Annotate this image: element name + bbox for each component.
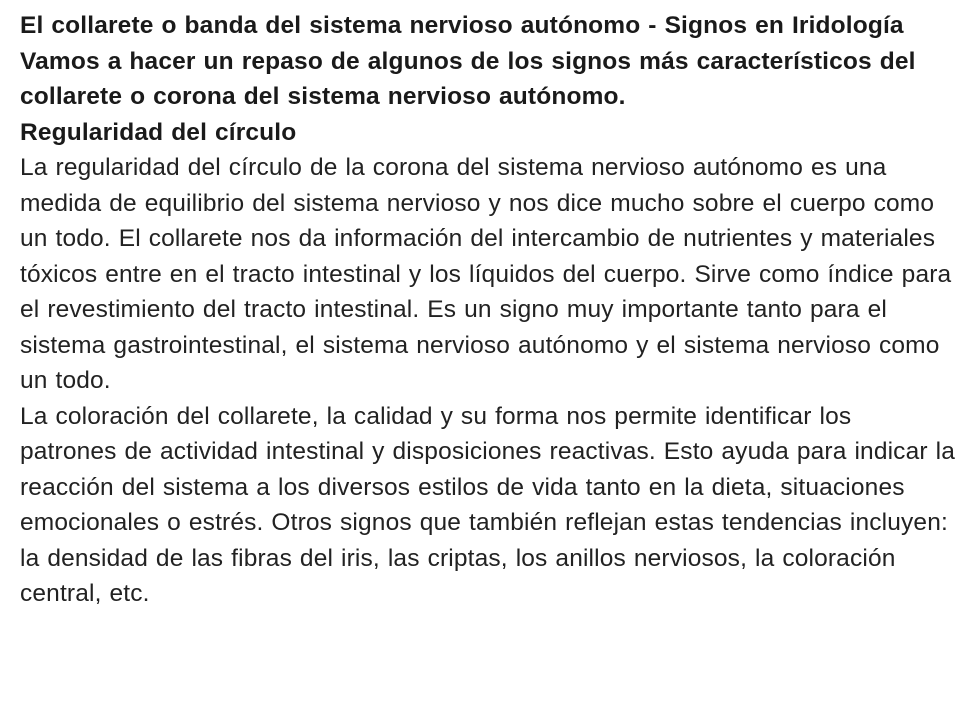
document-page: [20, 8, 955, 612]
body-paragraph-2: La coloración del collarete, la calidad y su forma nos permite identificar los patrones de actividad intestinal y disposiciones reactivas. Esto ayuda para indicar la reacción del sistema a los diversos estilos de vida tanto en la dieta, situaciones emocionales o estrés. Otros signos que también reflejan estas tendencias incluyen: la densidad de las fibras del iris, las criptas, los anillos nerviosos, la coloración central, etc.: [20, 402, 955, 607]
page-title: El collarete o banda del sistema nervioso autónomo - Signos en Iridología: [20, 12, 904, 39]
section-heading: Regularidad del círculo: [20, 118, 297, 146]
body-paragraph-1: La regularidad del círculo de la corona del sistema nervioso autónomo es una medida de equilibrio del sistema nervioso y nos dice mucho sobre el cuerpo como un todo. El collarete nos da información del intercambio de nutrientes y materiales tóxicos entre en el tracto intestinal y los líquidos del cuerpo. Sirve como índice para el revestimiento del tracto intestinal. Es un signo muy importante tanto para el sistema gastrointestinal, el sistema nervioso autónomo y el sistema nervioso como un todo.: [20, 154, 952, 394]
intro-text: Vamos a hacer un repaso de algunos de los signos más característicos del collarete o corona del sistema nervioso autónomo.: [20, 47, 916, 110]
